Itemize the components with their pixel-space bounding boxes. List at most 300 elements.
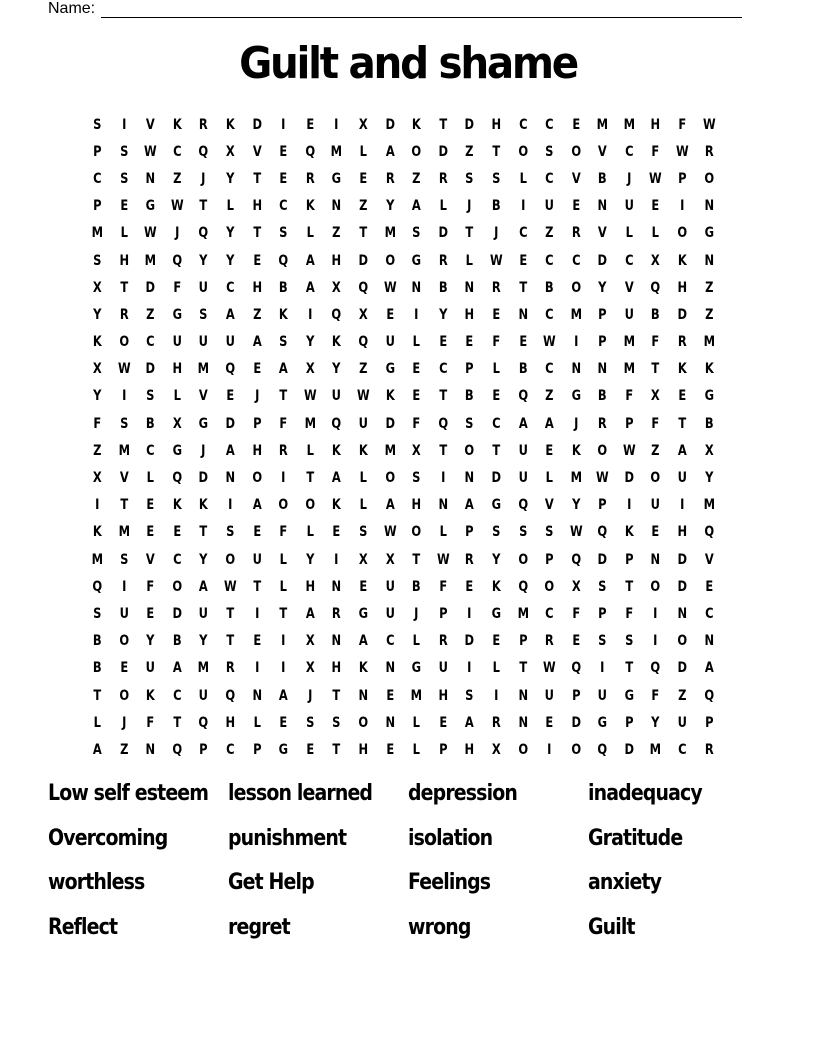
grid-letter[interactable]: O (517, 143, 528, 160)
grid-letter[interactable]: V (624, 279, 634, 296)
grid-letter[interactable]: W (543, 334, 556, 351)
grid-letter[interactable]: U (199, 279, 209, 296)
grid-letter[interactable]: F (678, 116, 687, 133)
grid-letter[interactable]: U (331, 388, 342, 405)
grid-letter[interactable]: O (650, 578, 661, 595)
grid-letter[interactable]: N (252, 687, 262, 704)
grid-letter[interactable]: X (571, 578, 581, 595)
grid-letter[interactable]: A (305, 279, 315, 296)
grid-letter[interactable]: P (199, 741, 208, 758)
grid-letter[interactable]: T (119, 279, 128, 296)
grid-letter[interactable]: T (625, 578, 634, 595)
grid-letter[interactable]: Y (199, 252, 208, 269)
grid-letter[interactable]: E (146, 524, 155, 541)
grid-letter[interactable]: T (252, 578, 261, 595)
grid-letter[interactable]: J (627, 170, 632, 187)
grid-letter[interactable]: O (517, 741, 528, 758)
grid-letter[interactable]: I (414, 306, 419, 323)
grid-letter[interactable]: H (305, 578, 315, 595)
grid-letter[interactable]: A (225, 306, 235, 323)
grid-letter[interactable]: I (121, 388, 127, 405)
grid-letter[interactable]: L (625, 225, 633, 242)
grid-letter[interactable]: G (597, 714, 608, 731)
grid-letter[interactable]: J (494, 225, 499, 242)
grid-letter[interactable]: I (573, 334, 579, 351)
grid-letter[interactable]: E (306, 116, 314, 133)
grid-letter[interactable]: K (225, 116, 235, 133)
grid-letter[interactable]: O (411, 143, 422, 160)
grid-letter[interactable]: F (625, 388, 634, 405)
grid-letter[interactable]: Y (305, 551, 315, 568)
grid-letter[interactable]: P (252, 741, 262, 758)
grid-letter[interactable]: K (172, 116, 182, 133)
grid-letter[interactable]: Z (359, 198, 368, 215)
grid-letter[interactable]: A (279, 361, 288, 378)
grid-letter[interactable]: B (465, 388, 474, 405)
grid-letter[interactable]: K (358, 442, 368, 459)
grid-letter[interactable]: I (653, 633, 658, 650)
grid-letter[interactable]: Q (198, 143, 209, 160)
grid-letter[interactable]: V (119, 470, 129, 487)
grid-letter[interactable]: F (651, 415, 660, 432)
grid-letter[interactable]: M (623, 116, 635, 133)
grid-letter[interactable]: B (704, 415, 714, 432)
grid-letter[interactable]: R (438, 252, 448, 269)
grid-letter[interactable]: G (172, 306, 182, 323)
grid-letter[interactable]: S (465, 687, 474, 704)
grid-letter[interactable]: S (412, 225, 421, 242)
grid-letter[interactable]: O (571, 279, 581, 296)
grid-letter[interactable]: F (439, 578, 447, 595)
grid-letter[interactable]: Y (305, 334, 315, 351)
grid-letter[interactable]: G (172, 442, 182, 459)
grid-letter[interactable]: S (119, 551, 129, 568)
grid-letter[interactable]: F (279, 415, 288, 432)
grid-letter[interactable]: Q (704, 687, 714, 704)
grid-letter[interactable]: W (223, 578, 237, 595)
grid-letter[interactable]: E (279, 143, 288, 160)
grid-letter[interactable]: K (358, 660, 368, 677)
grid-letter[interactable]: Q (517, 578, 528, 595)
grid-letter[interactable]: K (624, 524, 634, 541)
grid-letter[interactable]: Y (385, 198, 394, 215)
grid-letter[interactable]: C (545, 361, 554, 378)
grid-letter[interactable]: O (305, 497, 315, 514)
grid-letter[interactable]: W (702, 116, 716, 133)
grid-letter[interactable]: T (93, 687, 102, 704)
grid-letter[interactable]: P (545, 551, 554, 568)
grid-letter[interactable]: N (385, 660, 395, 677)
grid-letter[interactable]: N (411, 279, 422, 296)
grid-letter[interactable]: H (464, 306, 475, 323)
grid-letter[interactable]: E (252, 524, 261, 541)
grid-letter[interactable]: R (544, 633, 554, 650)
grid-letter[interactable]: I (494, 687, 499, 704)
grid-letter[interactable]: P (678, 170, 687, 187)
grid-letter[interactable]: J (121, 714, 127, 731)
grid-letter[interactable]: P (624, 415, 634, 432)
grid-letter[interactable]: V (146, 551, 155, 568)
grid-letter[interactable]: G (491, 497, 501, 514)
grid-letter[interactable]: I (121, 578, 127, 595)
grid-letter[interactable]: N (331, 198, 342, 215)
grid-letter[interactable]: H (252, 279, 262, 296)
grid-letter[interactable]: N (464, 470, 475, 487)
grid-letter[interactable]: C (545, 605, 554, 622)
grid-letter[interactable]: D (464, 633, 475, 650)
grid-letter[interactable]: E (252, 633, 261, 650)
grid-letter[interactable]: K (146, 687, 155, 704)
grid-letter[interactable]: G (331, 170, 342, 187)
grid-letter[interactable]: Z (545, 225, 554, 242)
grid-letter[interactable]: G (385, 361, 395, 378)
grid-letter[interactable]: N (331, 578, 342, 595)
grid-letter[interactable]: I (254, 660, 259, 677)
grid-letter[interactable]: X (651, 252, 661, 269)
grid-letter[interactable]: S (492, 170, 501, 187)
grid-letter[interactable]: E (678, 388, 687, 405)
grid-letter[interactable]: A (252, 497, 262, 514)
grid-letter[interactable]: W (303, 388, 317, 405)
grid-letter[interactable]: U (385, 334, 395, 351)
grid-letter[interactable]: V (146, 116, 155, 133)
grid-letter[interactable]: I (334, 116, 339, 133)
grid-letter[interactable]: M (623, 334, 635, 351)
grid-letter[interactable]: O (119, 334, 129, 351)
grid-letter[interactable]: D (597, 252, 608, 269)
grid-letter[interactable]: T (252, 170, 261, 187)
grid-letter[interactable]: G (145, 198, 156, 215)
grid-letter[interactable]: E (173, 524, 181, 541)
grid-letter[interactable]: I (600, 660, 605, 677)
grid-letter[interactable]: L (412, 334, 421, 351)
grid-letter[interactable]: U (172, 334, 182, 351)
grid-letter[interactable]: B (146, 415, 155, 432)
grid-letter[interactable]: P (438, 741, 448, 758)
grid-letter[interactable]: S (305, 714, 315, 731)
grid-letter[interactable]: E (651, 198, 660, 215)
grid-letter[interactable]: C (518, 225, 528, 242)
grid-letter[interactable]: H (358, 741, 369, 758)
grid-letter[interactable]: Y (651, 714, 660, 731)
grid-letter[interactable]: N (571, 361, 581, 378)
grid-letter[interactable]: E (545, 714, 554, 731)
grid-letter[interactable]: M (623, 361, 635, 378)
grid-letter[interactable]: T (678, 415, 687, 432)
grid-letter[interactable]: E (705, 578, 713, 595)
grid-letter[interactable]: A (411, 198, 421, 215)
grid-letter[interactable]: S (93, 252, 102, 269)
grid-letter[interactable]: R (305, 170, 315, 187)
grid-letter[interactable]: Q (517, 388, 528, 405)
grid-letter[interactable]: X (358, 116, 368, 133)
grid-letter[interactable]: V (544, 497, 554, 514)
grid-letter[interactable]: P (93, 143, 102, 160)
grid-letter[interactable]: X (411, 442, 421, 459)
grid-letter[interactable]: F (146, 578, 155, 595)
grid-letter[interactable]: I (467, 660, 472, 677)
grid-letter[interactable]: I (680, 198, 685, 215)
grid-letter[interactable]: Y (146, 633, 155, 650)
grid-letter[interactable]: Y (199, 633, 208, 650)
grid-letter[interactable]: R (332, 605, 342, 622)
grid-letter[interactable]: K (677, 361, 687, 378)
grid-letter[interactable]: Y (492, 551, 501, 568)
grid-letter[interactable]: T (252, 225, 261, 242)
grid-letter[interactable]: O (677, 633, 688, 650)
grid-letter[interactable]: B (92, 660, 102, 677)
grid-letter[interactable]: E (492, 633, 501, 650)
grid-letter[interactable]: A (704, 660, 714, 677)
grid-letter[interactable]: K (305, 198, 315, 215)
grid-letter[interactable]: A (199, 578, 209, 595)
grid-letter[interactable]: E (572, 116, 580, 133)
grid-letter[interactable]: Q (172, 470, 182, 487)
grid-letter[interactable]: L (146, 470, 155, 487)
grid-letter[interactable]: S (545, 524, 554, 541)
grid-letter[interactable]: U (677, 714, 688, 731)
grid-letter[interactable]: I (627, 497, 632, 514)
grid-letter[interactable]: F (412, 415, 421, 432)
grid-letter[interactable]: X (491, 741, 501, 758)
grid-letter[interactable]: P (465, 524, 474, 541)
grid-letter[interactable]: X (92, 361, 102, 378)
grid-letter[interactable]: Q (331, 306, 342, 323)
grid-letter[interactable]: A (305, 605, 315, 622)
grid-letter[interactable]: A (172, 660, 182, 677)
grid-letter[interactable]: Z (704, 306, 714, 323)
grid-letter[interactable]: E (252, 361, 261, 378)
grid-letter[interactable]: L (306, 225, 314, 242)
grid-letter[interactable]: H (491, 116, 502, 133)
grid-letter[interactable]: I (653, 605, 658, 622)
grid-letter[interactable]: C (624, 143, 634, 160)
grid-letter[interactable]: S (598, 578, 607, 595)
grid-letter[interactable]: O (384, 252, 395, 269)
grid-letter[interactable]: Z (252, 306, 262, 323)
grid-letter[interactable]: L (279, 578, 288, 595)
grid-letter[interactable]: S (465, 170, 474, 187)
grid-letter[interactable]: N (517, 306, 528, 323)
grid-letter[interactable]: C (146, 334, 155, 351)
grid-letter[interactable]: E (146, 605, 155, 622)
grid-letter[interactable]: E (146, 497, 155, 514)
grid-letter[interactable]: R (571, 225, 581, 242)
grid-letter[interactable]: T (412, 551, 421, 568)
grid-letter[interactable]: O (225, 551, 236, 568)
grid-letter[interactable]: X (385, 551, 395, 568)
grid-letter[interactable]: M (570, 470, 582, 487)
grid-letter[interactable]: E (412, 388, 421, 405)
grid-letter[interactable]: M (330, 143, 343, 160)
grid-letter[interactable]: H (225, 714, 236, 731)
grid-letter[interactable]: N (385, 714, 395, 731)
grid-letter[interactable]: N (597, 361, 608, 378)
grid-letter[interactable]: C (545, 252, 554, 269)
grid-letter[interactable]: K (677, 252, 687, 269)
grid-letter[interactable]: S (518, 524, 527, 541)
grid-letter[interactable]: M (118, 524, 130, 541)
grid-letter[interactable]: T (651, 361, 660, 378)
grid-letter[interactable]: F (651, 334, 660, 351)
grid-letter[interactable]: N (517, 714, 528, 731)
grid-letter[interactable]: K (172, 497, 182, 514)
grid-letter[interactable]: W (622, 442, 636, 459)
grid-letter[interactable]: E (385, 741, 394, 758)
grid-letter[interactable]: D (198, 470, 209, 487)
grid-letter[interactable]: Q (704, 524, 714, 541)
grid-letter[interactable]: T (226, 605, 235, 622)
grid-letter[interactable]: G (411, 660, 422, 677)
grid-letter[interactable]: L (465, 252, 474, 269)
grid-letter[interactable]: S (226, 524, 235, 541)
grid-letter[interactable]: W (596, 470, 609, 487)
grid-letter[interactable]: E (492, 306, 501, 323)
grid-letter[interactable]: Z (359, 361, 368, 378)
grid-letter[interactable]: L (439, 524, 447, 541)
grid-letter[interactable]: Z (545, 388, 554, 405)
grid-letter[interactable]: U (199, 334, 209, 351)
grid-letter[interactable]: B (491, 198, 501, 215)
grid-letter[interactable]: E (279, 170, 288, 187)
grid-letter[interactable]: R (704, 741, 714, 758)
grid-letter[interactable]: L (253, 714, 261, 731)
grid-letter[interactable]: R (279, 442, 288, 459)
grid-letter[interactable]: X (358, 551, 368, 568)
grid-letter[interactable]: Q (172, 252, 182, 269)
grid-letter[interactable]: I (281, 660, 286, 677)
grid-letter[interactable]: O (411, 524, 422, 541)
grid-letter[interactable]: S (146, 388, 155, 405)
grid-letter[interactable]: Y (704, 470, 714, 487)
grid-letter[interactable]: B (279, 279, 288, 296)
grid-letter[interactable]: T (439, 388, 447, 405)
grid-letter[interactable]: U (597, 687, 608, 704)
grid-letter[interactable]: S (119, 170, 129, 187)
grid-letter[interactable]: D (624, 741, 634, 758)
grid-letter[interactable]: R (465, 551, 475, 568)
grid-letter[interactable]: S (93, 116, 102, 133)
grid-letter[interactable]: B (412, 578, 421, 595)
grid-letter[interactable]: M (384, 442, 396, 459)
grid-letter[interactable]: G (491, 605, 501, 622)
grid-letter[interactable]: I (467, 605, 472, 622)
grid-letter[interactable]: W (356, 388, 370, 405)
grid-letter[interactable]: C (226, 741, 235, 758)
grid-letter[interactable]: N (597, 198, 608, 215)
grid-letter[interactable]: X (92, 470, 102, 487)
grid-letter[interactable]: A (305, 252, 315, 269)
grid-letter[interactable]: J (573, 415, 579, 432)
grid-letter[interactable]: A (518, 415, 528, 432)
grid-letter[interactable]: Q (650, 279, 661, 296)
grid-letter[interactable]: N (438, 497, 448, 514)
grid-letter[interactable]: T (332, 741, 341, 758)
grid-letter[interactable]: O (172, 578, 182, 595)
grid-letter[interactable]: V (704, 551, 714, 568)
grid-letter[interactable]: P (624, 714, 634, 731)
grid-letter[interactable]: F (572, 605, 580, 622)
grid-letter[interactable]: A (358, 633, 368, 650)
grid-letter[interactable]: S (119, 143, 129, 160)
grid-letter[interactable]: O (704, 170, 714, 187)
grid-letter[interactable]: Q (571, 551, 581, 568)
grid-letter[interactable]: M (410, 687, 423, 704)
grid-letter[interactable]: Z (465, 143, 474, 160)
grid-letter[interactable]: R (385, 170, 395, 187)
grid-letter[interactable]: S (465, 415, 474, 432)
grid-letter[interactable]: U (518, 470, 528, 487)
grid-letter[interactable]: D (172, 605, 182, 622)
grid-letter[interactable]: G (198, 415, 209, 432)
grid-letter[interactable]: A (385, 497, 395, 514)
grid-letter[interactable]: U (385, 605, 395, 622)
grid-letter[interactable]: D (438, 225, 448, 242)
grid-letter[interactable]: K (571, 442, 581, 459)
grid-letter[interactable]: J (174, 225, 180, 242)
grid-letter[interactable]: Y (226, 170, 235, 187)
grid-letter[interactable]: P (252, 415, 262, 432)
grid-letter[interactable]: C (438, 361, 448, 378)
grid-letter[interactable]: X (704, 442, 714, 459)
grid-letter[interactable]: R (438, 633, 448, 650)
grid-letter[interactable]: C (491, 415, 501, 432)
grid-letter[interactable]: S (279, 225, 288, 242)
grid-letter[interactable]: E (572, 198, 580, 215)
grid-letter[interactable]: M (650, 741, 662, 758)
grid-letter[interactable]: C (93, 170, 102, 187)
grid-letter[interactable]: Y (571, 497, 581, 514)
grid-letter[interactable]: V (199, 388, 209, 405)
grid-letter[interactable]: V (598, 143, 608, 160)
grid-letter[interactable]: W (383, 524, 397, 541)
grid-letter[interactable]: T (439, 442, 447, 459)
grid-letter[interactable]: N (517, 687, 528, 704)
grid-letter[interactable]: B (598, 388, 607, 405)
grid-letter[interactable]: E (651, 524, 660, 541)
grid-letter[interactable]: O (384, 470, 395, 487)
grid-letter[interactable]: U (199, 687, 209, 704)
grid-letter[interactable]: I (121, 116, 127, 133)
grid-letter[interactable]: R (119, 306, 129, 323)
grid-letter[interactable]: I (254, 605, 259, 622)
grid-letter[interactable]: T (518, 660, 527, 677)
grid-letter[interactable]: F (651, 143, 660, 160)
grid-letter[interactable]: M (197, 361, 210, 378)
grid-letter[interactable]: C (571, 252, 581, 269)
grid-letter[interactable]: R (225, 660, 235, 677)
grid-letter[interactable]: C (172, 551, 182, 568)
grid-letter[interactable]: L (412, 714, 421, 731)
grid-letter[interactable]: D (225, 415, 236, 432)
grid-letter[interactable]: K (491, 578, 501, 595)
grid-letter[interactable]: S (93, 605, 102, 622)
grid-letter[interactable]: C (146, 442, 155, 459)
grid-letter[interactable]: L (492, 361, 500, 378)
grid-letter[interactable]: P (465, 361, 474, 378)
grid-letter[interactable]: S (332, 714, 341, 731)
grid-letter[interactable]: H (464, 741, 475, 758)
grid-letter[interactable]: F (279, 524, 288, 541)
grid-letter[interactable]: Y (226, 252, 235, 269)
grid-letter[interactable]: R (598, 415, 607, 432)
grid-letter[interactable]: I (334, 551, 339, 568)
grid-letter[interactable]: G (704, 225, 714, 242)
grid-letter[interactable]: P (624, 551, 634, 568)
grid-letter[interactable]: P (598, 334, 607, 351)
grid-letter[interactable]: J (254, 388, 259, 405)
grid-letter[interactable]: I (95, 497, 100, 514)
